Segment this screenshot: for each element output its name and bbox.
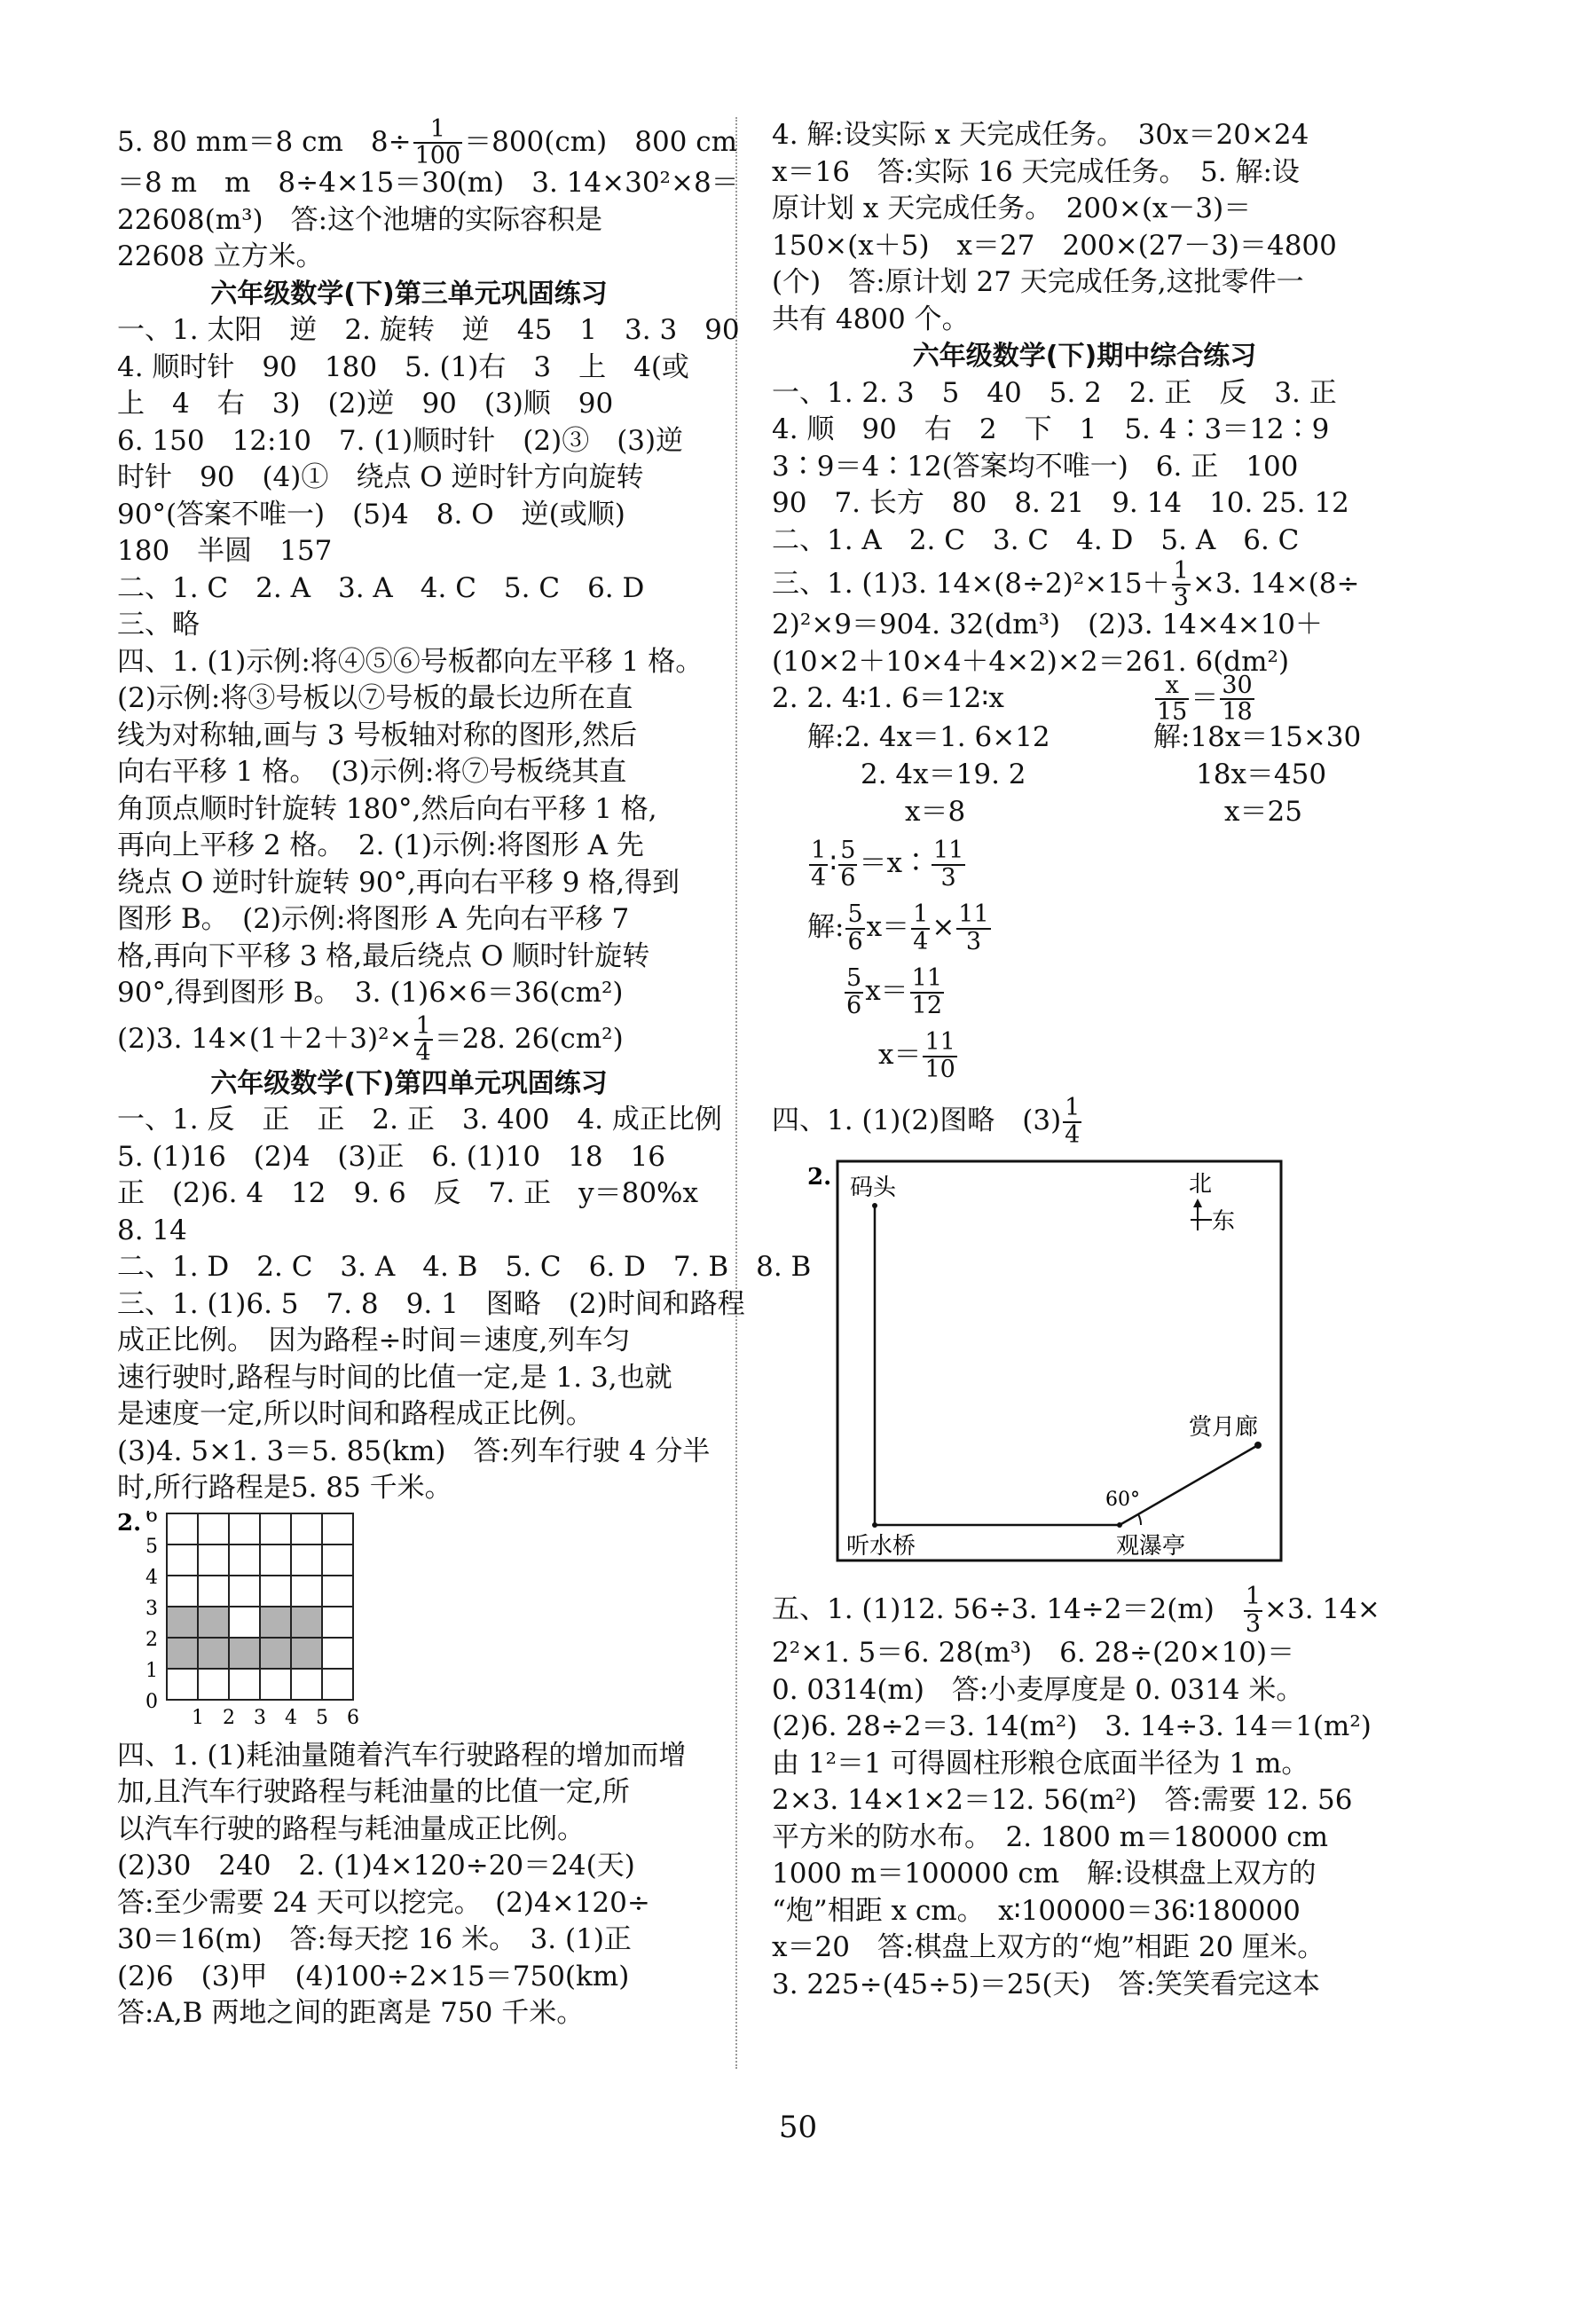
grid-lines: [167, 1513, 353, 1700]
answer-line: (2)6 (3)甲 (4)100÷2×15＝750(km): [117, 1960, 630, 1993]
y-tick: 3: [145, 1597, 158, 1620]
answer-line: 角顶点顺时针旋转 180°,然后向右平移 1 格,: [117, 792, 657, 825]
answer-line: 图形 B。 (2)示例:将图形 A 先向右平移 7: [117, 903, 630, 935]
answer-line: 原计划 x 天完成任务。 200×(x－3)＝: [772, 193, 1252, 224]
fraction: $\frac{30}{18}$: [1222, 672, 1253, 727]
answer-line: 0. 0314(m) 答:小麦厚度是 0. 0314 米。: [772, 1673, 1304, 1706]
x-tick: 5: [316, 1706, 328, 1729]
answer-line: 3. 225÷(45÷5)＝25(天) 答:笑笑看完这本: [772, 1968, 1320, 2000]
answer-line: 时针 90 (4)① 绕点 O 逆时针方向旋转: [117, 461, 644, 493]
answer-line: (2)3. 14×(1＋2＋3)²× $\frac{1}{4}$ ＝28. 26(cm²): [117, 1011, 624, 1066]
point-marker: [872, 1522, 877, 1528]
answer-line: 三、略: [117, 609, 200, 641]
column-divider: [735, 117, 737, 2069]
fraction: $\frac{1}{4}$: [415, 1011, 431, 1066]
x-tick: 1: [192, 1706, 204, 1729]
pavilion-label: 赏月廊: [1189, 1414, 1259, 1441]
answer-line: (3)4. 5×1. 3＝5. 85(km) 答:列车行驶 4 分半: [117, 1434, 711, 1467]
answer-line: 四、1. (1)耗油量随着汽车行驶路程的增加而增: [117, 1739, 687, 1772]
answer-line: 再向上平移 2 格。 2. (1)示例:将图形 A 先: [117, 829, 644, 861]
answer-line: 一、1. 反 正 正 2. 正 3. 400 4. 成正比例: [117, 1104, 722, 1136]
grid-y-ticks: [145, 1511, 158, 1713]
angle-label: 60°: [1105, 1489, 1140, 1511]
answer-line: 4. 顺时针 90 180 5. (1)右 3 上 4(或: [117, 350, 689, 383]
section-title-midterm: 六年级数学(下)期中综合练习: [912, 341, 1257, 372]
answer-line: (2)30 240 2. (1)4×120÷20＝24(天): [117, 1850, 635, 1882]
answer-line: 90°,得到图形 B。 3. (1)6×6＝36(cm²): [117, 977, 624, 1009]
answer-line: 一、1. 2. 3 5 40 5. 2 2. 正 反 3. 正: [772, 376, 1337, 409]
equation-3-step: $\frac{5}{6}$ x＝ $\frac{11}{12}$: [846, 964, 943, 1019]
waterfall-label: 观瀑亭: [1116, 1533, 1186, 1560]
answer-line: 格,再向下平移 3 格,最后绕点 O 顺时针旋转: [117, 939, 650, 972]
answer-line: 三、1. (1)6. 5 7. 8 9. 1 图略 (2)时间和路程: [117, 1287, 745, 1320]
point-marker: [1117, 1522, 1122, 1528]
answer-line: 90°(答案不唯一) (5)4 8. O 逆(或顺): [117, 498, 625, 531]
north-label: 北: [1189, 1171, 1213, 1198]
equation-3-head: $\frac{1}{4}$ ∶ $\frac{5}{6}$ ＝x∶ $\frac{11}{3}$: [811, 837, 964, 892]
answer-line: 4. 顺 90 右 2 下 1 5. 4∶3＝12∶9: [772, 413, 1330, 445]
answer-line: 2×3. 14×1×2＝12. 56(m²) 答:需要 12. 56: [772, 1784, 1353, 1816]
answer-line: 平方米的防水布。 2. 1800 m＝180000 cm: [772, 1820, 1329, 1853]
answer-line: (2)6. 28÷2＝3. 14(m²) 3. 14÷3. 14＝1(m²): [772, 1710, 1372, 1742]
answer-line: 四、1. (1)(2)图略 (3) $\frac{1}{4}$: [772, 1094, 1081, 1149]
answer-line: 2)²×9＝904. 32(dm³) (2)3. 14×4×10＋: [772, 609, 1324, 641]
equation-3: [772, 831, 1397, 1087]
fraction: $\frac{1}{3}$: [1173, 557, 1189, 612]
equation-1-step: 2. 4x＝19. 2: [861, 758, 1026, 790]
answer-line: 共有 4800 个。: [772, 303, 970, 335]
answer-line: 22608(m³) 答:这个池塘的实际容积是: [117, 203, 603, 236]
answer-line: 5. 80 mm＝8 cm 8÷ $\frac{1}{100}$ ＝800(cm) 800 cm: [117, 115, 738, 170]
x-tick: 6: [347, 1706, 359, 1729]
point-marker: [872, 1203, 877, 1208]
answer-line: 是速度一定,所以时间和路程成正比例。: [117, 1398, 594, 1430]
grid-x-ticks: [192, 1707, 359, 1729]
left-column: [117, 115, 812, 2032]
y-tick: 4: [145, 1566, 158, 1589]
answer-line: 绕点 O 逆时针旋转 90°,再向右平移 9 格,得到: [117, 866, 680, 899]
answer-line: 二、1. D 2. C 3. A 4. B 5. C 6. D 7. B 8. B: [117, 1251, 812, 1283]
answer-line: 加,且汽车行驶路程与耗油量的比值一定,所: [117, 1776, 630, 1808]
answer-line: (10×2＋10×4＋4×2)×2＝261. 6(dm²): [772, 645, 1290, 678]
answer-line: 一、1. 太阳 逆 2. 旋转 逆 45 1 3. 3 90: [117, 314, 740, 346]
fraction: $\frac{1}{3}$: [1245, 1583, 1261, 1638]
answer-line: 时,所行路程是5. 85 千米。: [117, 1472, 452, 1504]
fraction: $\frac{x}{15}$: [1157, 672, 1188, 727]
grid-label: 2.: [117, 1510, 142, 1537]
path-line: [1120, 1445, 1258, 1525]
page-number: 50: [778, 2110, 818, 2145]
equation-1-step: x＝8: [905, 796, 966, 828]
angle-arc: [1138, 1514, 1141, 1525]
answer-line: 90 7. 长方 80 8. 21 9. 14 10. 25. 12: [772, 487, 1349, 519]
answer-line: 6. 150 12:10 7. (1)顺时针 (2)③ (3)逆: [117, 424, 684, 457]
equation-2-step: 18x＝450: [1196, 758, 1327, 790]
right-column: [772, 117, 1397, 2003]
map-label: 2.: [807, 1164, 832, 1191]
answer-line: 答:A,B 两地之间的距离是 750 千米。: [117, 1997, 585, 2029]
east-label: 东: [1212, 1208, 1236, 1235]
answer-line: x＝16 答:实际 16 天完成任务。 5. 解:设: [772, 155, 1300, 188]
wharf-label: 码头: [850, 1175, 897, 1201]
answer-line: 30＝16(m) 答:每天挖 16 米。 3. (1)正: [117, 1923, 632, 1955]
answer-line: 180 半圆 157: [117, 535, 333, 567]
equation-2-head: $\frac{x}{15}$ ＝ $\frac{30}{18}$: [1157, 672, 1253, 727]
equation-2-step: x＝25: [1224, 796, 1302, 828]
y-tick: 5: [145, 1535, 158, 1558]
answer-line: 3∶9＝4∶12(答案均不唯一) 6. 正 100: [772, 450, 1299, 483]
x-tick: 4: [285, 1706, 297, 1729]
answer-line: 三、1. (1)3. 14×(8÷2)²×15＋ $\frac{1}{3}$ ×3. 14×(8÷: [772, 557, 1360, 612]
answer-line: 线为对称轴,画与 3 号板轴对称的图形,然后: [117, 719, 638, 751]
x-tick: 3: [254, 1706, 266, 1729]
shaded-cell: [229, 1638, 260, 1669]
answer-line: 正 (2)6. 4 12 9. 6 反 7. 正 y＝80%x: [117, 1177, 698, 1209]
answer-line: 5. (1)16 (2)4 (3)正 6. (1)10 18 16: [117, 1140, 666, 1173]
equation-3-step: x＝ $\frac{11}{10}$: [878, 1028, 955, 1083]
answer-line: x＝20 答:棋盘上双方的“炮”相距 20 厘米。: [772, 1931, 1325, 1963]
answer-line: (个) 答:原计划 27 天完成任务,这批零件一: [772, 266, 1304, 298]
answer-line: 答:至少需要 24 天可以挖完。 (2)4×120÷: [117, 1886, 650, 1919]
fraction: $\frac{1}{100}$: [414, 115, 461, 170]
map-figure: [772, 1152, 1397, 1578]
fraction: $\frac{1}{4}$: [1065, 1094, 1081, 1149]
answer-line: (2)示例:将③号板以⑦号板的最长边所在直: [117, 682, 633, 714]
answer-line: 以汽车行驶的路程与耗油量成正比例。: [117, 1812, 585, 1845]
point-marker: [1254, 1442, 1262, 1449]
proportion-equations: [772, 672, 1397, 831]
answer-line: 150×(x＋5) x＝27 200×(27－3)＝4800: [772, 229, 1337, 262]
equation-3-step: 解: $\frac{5}{6}$ x＝ $\frac{1}{4}$ × $\frac{11}{3}$: [807, 900, 989, 955]
answer-line: 8. 14: [117, 1214, 187, 1246]
answer-line: 成正比例。 因为路程÷时间＝速度,列车匀: [117, 1324, 631, 1356]
answer-line: 22608 立方米。: [117, 240, 324, 272]
answer-line: 2²×1. 5＝6. 28(m³) 6. 28÷(20×10)＝: [772, 1637, 1295, 1669]
y-tick: 1: [145, 1659, 158, 1682]
equation-1-step: 解:2. 4x＝1. 6×12: [807, 721, 1050, 753]
x-tick: 2: [223, 1706, 235, 1729]
answer-line: “炮”相距 x cm。 x∶100000＝36∶180000: [772, 1894, 1301, 1927]
answer-line: 上 4 右 3) (2)逆 90 (3)顺 90: [117, 388, 614, 420]
equation-1-head: 2. 2. 4∶1. 6＝12∶x: [772, 682, 1004, 714]
answer-line: 五、1. (1)12. 56÷3. 14÷2＝2(m) $\frac{1}{3}$ ×3. 14×: [772, 1583, 1380, 1638]
section-title-unit4: 六年级数学(下)第四单元巩固练习: [210, 1067, 608, 1099]
y-tick: 2: [145, 1628, 158, 1651]
answer-line: ＝8 m m 8÷4×15＝30(m) 3. 14×30²×8＝: [117, 167, 739, 199]
bridge-label: 听水桥: [846, 1533, 916, 1560]
answer-line: 二、1. C 2. A 3. A 4. C 5. C 6. D: [117, 571, 645, 604]
y-tick: 0: [145, 1690, 158, 1713]
answer-line: 四、1. (1)示例:将④⑤⑥号板都向左平移 1 格。: [117, 645, 704, 678]
north-arrowhead-icon: [1193, 1199, 1202, 1207]
answer-line: 4. 解:设实际 x 天完成任务。 30x＝20×24: [772, 119, 1309, 151]
grid-svg: [117, 1511, 401, 1733]
map-svg: [772, 1152, 1397, 1578]
answer-line: 二、1. A 2. C 3. C 4. D 5. A 6. C: [772, 523, 1300, 556]
grid-figure: [117, 1511, 701, 1733]
answer-line: 向右平移 1 格。 (3)示例:将⑦号板绕其直: [117, 756, 627, 788]
section-title-unit3: 六年级数学(下)第三单元巩固练习: [210, 278, 608, 310]
equation-2-step: 解:18x＝15×30: [1153, 721, 1362, 753]
answer-line: 1000 m＝100000 cm 解:设棋盘上双方的: [772, 1858, 1317, 1890]
answer-line: 由 1²＝1 可得圆柱形粮仓底面半径为 1 m。: [772, 1747, 1309, 1780]
y-tick: 6: [145, 1510, 158, 1527]
answer-line: 速行驶时,路程与时间的比值一定,是 1. 3,也就: [117, 1361, 672, 1394]
